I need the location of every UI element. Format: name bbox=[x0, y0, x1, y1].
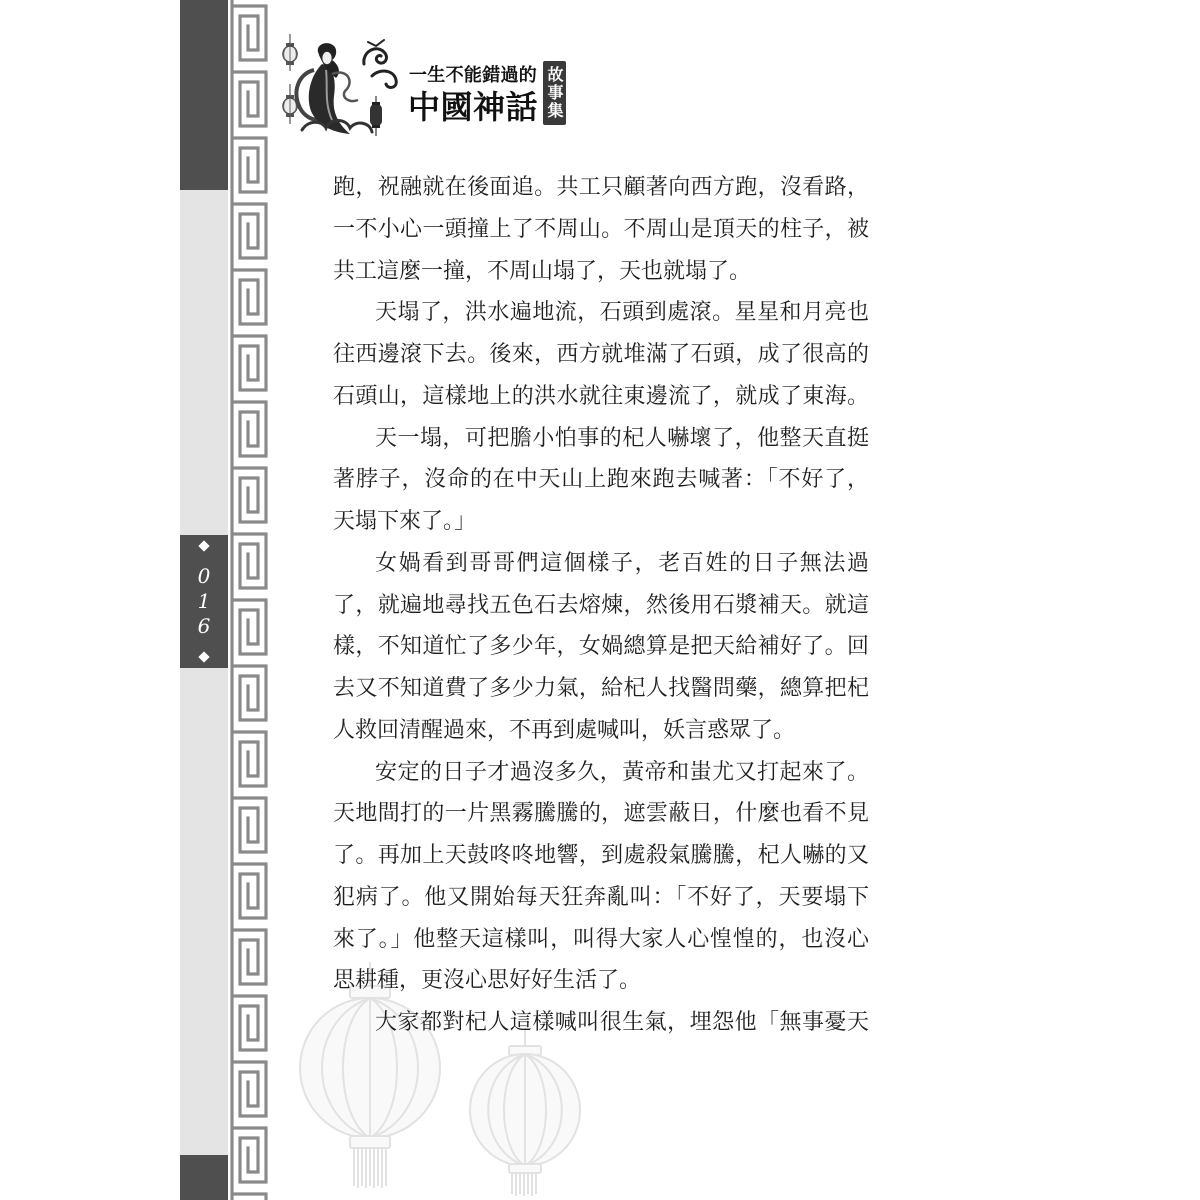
goddess-lantern-illustration bbox=[272, 34, 408, 140]
goddess-figure bbox=[296, 43, 358, 134]
text-line: 人救回清醒過來，不再到處喊叫，妖言惑眾了。 bbox=[333, 717, 796, 743]
text-line: 著脖子，沒命的在中天山上跑來跑去喊著：「不好了， bbox=[333, 467, 869, 493]
page-number: 016 bbox=[192, 564, 216, 639]
series-subtitle: 一生不能錯過的 bbox=[409, 65, 538, 86]
text-line: 一不小心一頭撞上了不周山。不周山是頂天的柱子，被 bbox=[333, 216, 869, 242]
paragraph bbox=[333, 292, 869, 417]
text-line: 去又不知道費了多少力氣，給杞人找醫問藥，總算把杞 bbox=[333, 676, 869, 701]
paragraph bbox=[333, 418, 869, 543]
diamond-icon bbox=[198, 540, 209, 551]
text-line: 犯病了。他又開始每天狂奔亂叫：「不好了，天要塌下 bbox=[333, 884, 869, 910]
text-line: 往西邊滾下去。後來，西方就堆滿了石頭，成了很高的 bbox=[333, 342, 869, 367]
side-band-top-block bbox=[180, 0, 228, 190]
text-line: 了，就遍地尋找五色石去熔煉，然後用石漿補天。就這 bbox=[333, 592, 869, 618]
page-number-block bbox=[180, 535, 228, 668]
text-line: 跑，祝融就在後面追。共工只顧著向西方跑，沒看路， bbox=[333, 175, 869, 200]
side-band-bottom-block bbox=[180, 1155, 228, 1200]
hanging-lantern-icon bbox=[283, 34, 297, 71]
text-line: 了。再加上天鼓咚咚地響，到處殺氣騰騰，杞人嚇的又 bbox=[333, 843, 869, 868]
paragraph bbox=[333, 167, 869, 292]
fret-pattern-border bbox=[228, 0, 272, 1200]
series-badge: 故事集 bbox=[543, 61, 566, 125]
text-line: 天地間打的一片黑霧騰騰的，遮雲蔽日，什麼也看不見 bbox=[333, 801, 869, 827]
text-line: 女媧看到哥哥們這個樣子，老百姓的日子無法過 bbox=[375, 550, 869, 576]
text-line: 安定的日子才過沒多久，黃帝和蚩尤又打起來了。 bbox=[375, 759, 869, 785]
text-line: 天塌了，洪水遍地流，石頭到處滾。星星和月亮也 bbox=[375, 300, 869, 326]
paragraph bbox=[333, 1002, 869, 1044]
paragraph bbox=[333, 752, 869, 1003]
book-title: 中國神話 bbox=[408, 88, 539, 126]
body-text bbox=[333, 167, 869, 1044]
text-line: 天一塌，可把膽小怕事的杞人嚇壞了，他整天直挺 bbox=[375, 425, 869, 451]
lantern-small bbox=[470, 1028, 580, 1196]
side-band bbox=[180, 0, 228, 1200]
text-line: 天塌下來了。」 bbox=[333, 509, 477, 534]
text-line: 石頭山，這樣地上的洪水就往東邊流了，就成了東海。 bbox=[333, 383, 869, 409]
diamond-icon bbox=[198, 651, 209, 662]
text-line: 共工這麼一撞，不周山塌了，天也就塌了。 bbox=[333, 258, 752, 284]
text-line: 來了。」他整天這樣叫，叫得大家人心惶惶的，也沒心 bbox=[333, 926, 869, 952]
paragraph bbox=[333, 543, 869, 752]
text-line: 樣，不知道忙了多少年，女媧總算是把天給補好了。回 bbox=[333, 634, 869, 660]
text-line: 大家都對杞人這樣喊叫很生氣，埋怨他「無事憂天 bbox=[375, 1010, 869, 1035]
text-line: 思耕種，更沒心思好好生活了。 bbox=[333, 968, 642, 994]
